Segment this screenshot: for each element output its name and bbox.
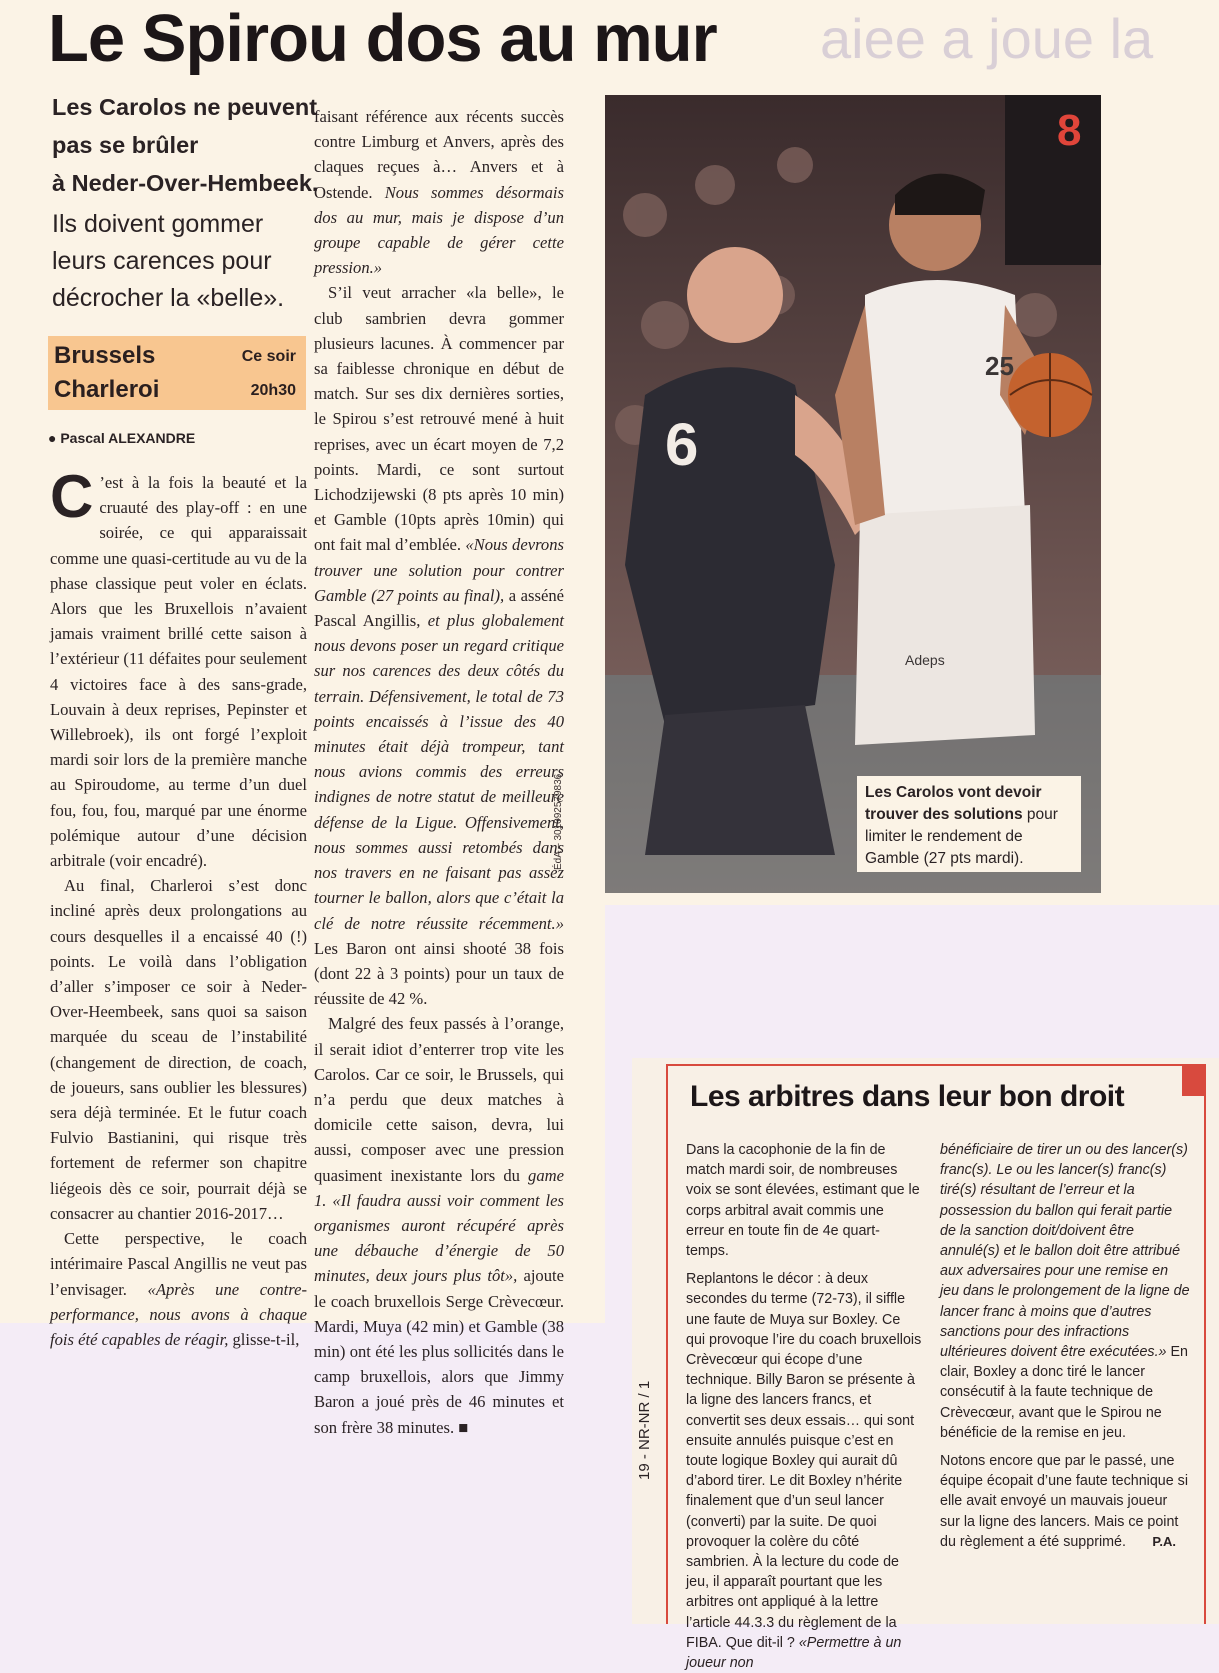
paragraph: S’il veut arracher «la belle», le club sambrien devra gommer plusieurs lacunes. À commencer par sa faiblesse chronique en début de match. Sur ses dix dernières sorties, le Spirou s’est retrouvé mené à huit reprises, avec un écart moyen de 7,2 points. Mardi, ce sont surtout Lichodzijewski (8 pts après 10 min) et Gamble (10pts après 10min) qui ont fait mal d’emblée. «Nous devrons trouver une solution pour contrer Gamble (27 points au final), a asséné Pascal Angillis, et plus globalement nous devons poser un regard critique sur nos carences des deux côtés du terrain. Défensivement, le total de 73 points encaissés à l’issue des 40 minutes était déjà trompeur, tant nous avions commis des erreurs indignes de notre statut de meilleure défense de la Ligue. Offensivement, nous sommes aussi retombés dans nos travers en ne faisant pas assez tourner le ballon, alors que c’était la clé de notre réussite récemment.» Les Baron ont ainsi shooté 38 fois (dont 22 à 3 points) pour un taux de réussite de 42 %. <box>314 283 564 1009</box>
page-reference: 19 - NR-NR / 1 <box>636 1380 653 1480</box>
paragraph: faisant référence aux récents succès contre Limburg et Anvers, après des claques reçues à… Anvers et à Ostende. Nous sommes désormais dos au mur, mais je dispose d’un groupe capable de gérer cette pression.» <box>314 107 564 278</box>
deck-line: leurs carences pour <box>52 247 272 275</box>
headline: Le Spirou dos au mur <box>48 1 717 76</box>
paragraph: Cette perspective, le coach intérimaire Pascal Angillis ne veut pas l’envisager. «Après une contre-performance, nous avons à chaque fois été capables de réagir, glisse-t-il, <box>50 1229 307 1349</box>
scoreboard-digit: 8 <box>1057 106 1082 155</box>
photo-credit: ÉdA – 301092579836 <box>553 773 564 870</box>
jersey-number-left: 6 <box>665 411 699 478</box>
match-day: Ce soir <box>241 348 296 365</box>
article-column-1 <box>50 463 307 1352</box>
photo-caption: Les Carolos vont devoir trouver des solutions pour limiter le rendement de Gamble (27 pts mardi). <box>857 776 1081 872</box>
signature: P.A. <box>1152 1533 1176 1549</box>
paragraph: Malgré des feux passés à l’orange, il serait idiot d’enterrer trop vite les Carolos. Car ce soir, le Brussels, qui n’a perdu que deux matches à domicile cette saison, devra, lui aussi, composer avec une pression quasiment inexistante lors du game 1. «Il faudra aussi voir comment les organismes auront récupéré après une débauche d’énergie de 50 minutes, deux jours plus tôt», ajoute le coach bruxellois Serge Crèvecœur. Mardi, Muya (42 min) et Gamble (38 min) ont été les plus sollicités dans le camp bruxellois, alors que Jimmy Baron a joué près de 46 minutes et son frère 38 minutes. ■ <box>314 1014 564 1437</box>
photo-illustration <box>605 95 1101 893</box>
sidebar-red-tab <box>1182 1064 1206 1096</box>
match-time: 20h30 <box>250 382 296 399</box>
paragraph: Notons encore que par le passé, une équipe écopait d’une faute technique si elle avait envoyé un mauvais joueur sur la ligne des lancers. Mais ce point du règlement a été supprimé. P.A. <box>940 1451 1190 1552</box>
home-team: Brussels <box>54 342 156 369</box>
subhead-line: Les Carolos ne peuvent <box>52 94 318 120</box>
paragraph: Replantons le décor : à deux secondes du terme (72-73), il siffle une faute de Muya sur Boxley. Ce qui provoque l’ire du coach bruxellois Crèvecœur qui écope d’une technique. Billy Baron se présente à la ligne des lancers francs, et convertit ses deux essais… qui sont ensuite annulés puisque c’est en toute logique Boxley qui aurait dû d’abord tirer. Le dit Boxley n’hérite finalement que d’un seul lancer (converti) par la suite. De quoi provoquer la colère du côté sambrien. À la lecture du code de jeu, il apparaît pourtant que les arbitres ont appliqué à la lettre l’article 44.3.3 du règlement de la FIBA. Que dit-il ? «Permettre à un joueur non <box>686 1271 922 1672</box>
match-info-box <box>48 336 306 410</box>
sidebar-column-2 <box>940 1140 1190 1552</box>
jersey-number-right: 25 <box>985 351 1014 381</box>
sidebar-title: Les arbitres dans leur bon droit <box>690 1080 1125 1113</box>
article-column-2 <box>314 104 564 1440</box>
subhead-line: pas se brûler <box>52 132 199 158</box>
paragraph: Au final, Charleroi s’est donc incliné après deux prolongations au cours desquelles il a encaissé 40 (!) points. Le voilà dans l’obligation d’aller s’imposer ce soir à Neder-Over-Heembeek, sans quoi sa saison marquée du sceau de l’instabilité (changement de direction, de coach, de joueurs, sans oublier les blessures) sera déjà terminée. Et le futur coach Fulvio Bastianini, qui risque très fortement de refermer son chapitre liégeois dès ce soir, pourrait déjà se consacrer au chantier 2016-2017… <box>50 876 307 1223</box>
jersey-sponsor: Adeps <box>905 652 945 668</box>
deck <box>52 206 322 317</box>
subheadline <box>52 88 319 202</box>
away-team: Charleroi <box>54 376 160 403</box>
basketball-photo <box>605 95 1101 893</box>
byline: ● Pascal ALEXANDRE <box>48 430 196 446</box>
subhead-line: à Neder-Over-Hembeek. <box>52 170 319 196</box>
paragraph: bénéficiaire de tirer un ou des lancer(s) franc(s). Le ou les lancer(s) franc(s) tiré(s) résultant de l’erreur et la possession du ballon qui ferait partie de la sanction doit/doivent être annulé(s) et le ballon doit être attribué aux adversaires pour une remise en jeu dans le prolongement de la ligne de lancer franc à moins que d’autres sanctions pour des infractions ultérieures doivent être exécutées.» En clair, Boxley a donc tiré le lancer consécutif à la faute technique de Crèvecœur, avant que le Spirou ne bénéficie de la remise en jeu. <box>940 1142 1190 1441</box>
drop-cap: C <box>50 463 94 530</box>
paragraph: Dans la cacophonie de la fin de match mardi soir, de nombreuses voix se sont élevées, estimant que le corps arbitral avait commis une erreur en toute fin de 4e quart-temps. <box>686 1142 920 1260</box>
deck-line: Ils doivent gommer <box>52 210 264 238</box>
sidebar-column-1 <box>686 1140 922 1673</box>
deck-line: décrocher la «belle». <box>52 284 285 312</box>
paragraph: C ’est à la fois la beauté et la cruauté des play-off : en une soirée, ce qui apparaissait comme une quasi-certitude au vu de la phase classique peut voler en éclats. Alors que les Bruxellois n’avaient jamais vraiment brillé cette saison à l’extérieur (11 défaites pour seulement 4 victoires face à des sans-grade, Louvain à deux reprises, Pepinster et Willebroek), ils ont forgé l’exploit mardi soir lors de la première manche au Spiroudome, au terme d’un duel fou, fou, fou, marqué par une énorme polémique autour d’une décision arbitrale (voir encadré). <box>50 463 307 871</box>
bleed-through-text: aiee a joue la <box>820 7 1154 70</box>
